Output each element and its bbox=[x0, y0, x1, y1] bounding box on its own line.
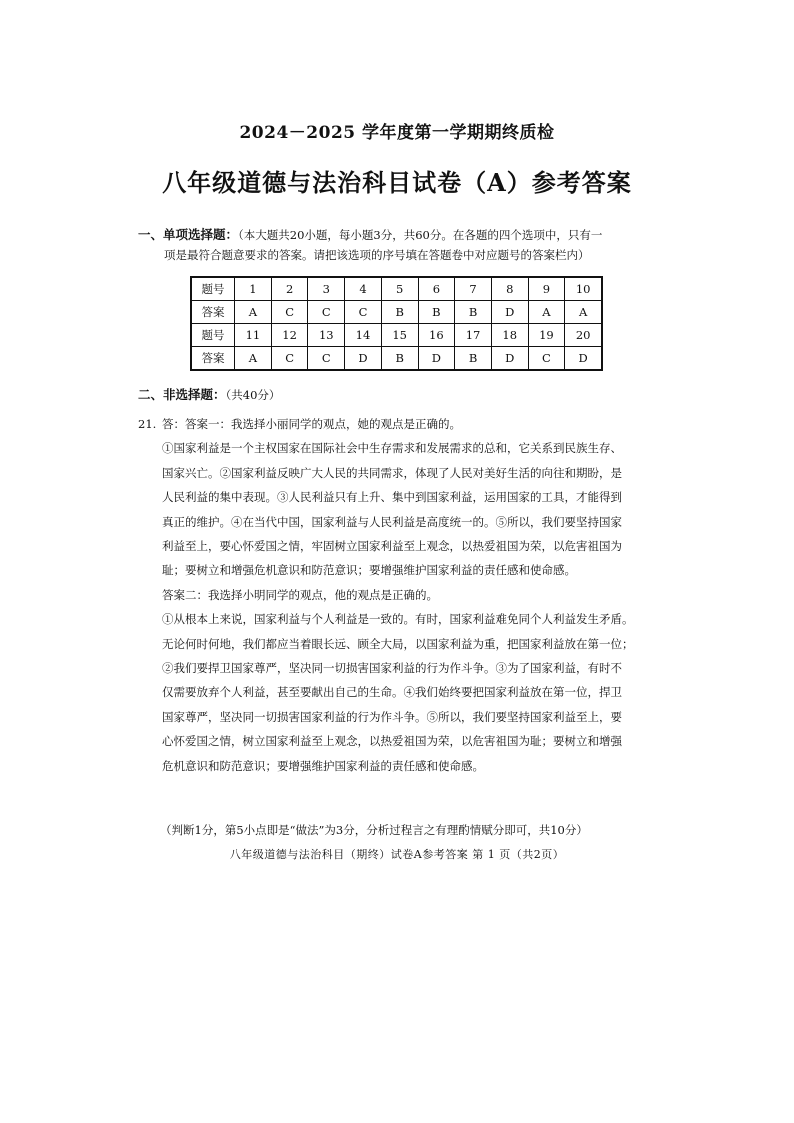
answer-line: 心怀爱国之情，树立国家利益至上观念，以热爱祖国为荣，以危害祖国为耻；要树立和增强 bbox=[162, 734, 622, 749]
question-number: 6 bbox=[418, 277, 455, 301]
answer-cell: D bbox=[491, 347, 528, 371]
exam-term-title: 2024－2025 学年度第一学期期终质检 bbox=[239, 123, 555, 143]
answer-table bbox=[190, 276, 603, 371]
answer-key-title: 八年级道德与法治科目试卷（A）参考答案 bbox=[162, 168, 632, 197]
answer-line: 耻；要树立和增强危机意识和防范意识；要增强维护国家利益的责任感和使命感。 bbox=[162, 563, 576, 578]
question-number: 13 bbox=[308, 324, 345, 347]
table-row-label: 题号 bbox=[191, 324, 235, 347]
answer-cell: A bbox=[235, 301, 272, 324]
answer-cell: A bbox=[565, 301, 602, 324]
question-number-label: 21. bbox=[138, 417, 157, 431]
scoring-note: （判断1分，第5小点即是“做法”为3分，分析过程言之有理酌情赋分即可，共10分） bbox=[160, 823, 588, 837]
answer-cell: C bbox=[308, 347, 345, 371]
answer-cell: D bbox=[491, 301, 528, 324]
table-row-label: 答案 bbox=[191, 347, 235, 371]
question-number: 10 bbox=[565, 277, 602, 301]
answer-cell: B bbox=[455, 301, 492, 324]
answer-line: 危机意识和防范意识；要增强维护国家利益的责任感和使命感。 bbox=[162, 758, 484, 773]
answer-line: 国家兴亡。②国家利益反映广大人民的共同需求，体现了人民对美好生活的向往和期盼，是 bbox=[162, 465, 622, 480]
table-row-label: 答案 bbox=[191, 301, 235, 324]
answer-cell: A bbox=[235, 347, 272, 371]
answer-cell: D bbox=[565, 347, 602, 371]
answer-cell: B bbox=[455, 347, 492, 371]
section-1-intro bbox=[138, 225, 658, 265]
table-row-answers-2 bbox=[191, 347, 602, 371]
question-number: 2 bbox=[271, 277, 308, 301]
answer-cell: A bbox=[528, 301, 565, 324]
answer-cell: C bbox=[308, 301, 345, 324]
answer-cell: C bbox=[271, 347, 308, 371]
section-1-desc-line1: （本大题共20小题，每小题3分，共60分。在各题的四个选项中，只有一 bbox=[238, 228, 603, 242]
answer-line bbox=[138, 412, 658, 436]
answer-line: 国家尊严，坚决同一切损害国家利益的行为作斗争。⑤所以，我们要坚持国家利益至上，要 bbox=[162, 709, 622, 724]
answer-line: 人民利益的集中表现。③人民利益只有上升、集中到国家利益，运用国家的工具，才能得到 bbox=[162, 490, 622, 505]
answer-line: 利益至上，要心怀爱国之情，牢固树立国家利益至上观念，以热爱祖国为荣，以危害祖国为 bbox=[162, 539, 622, 554]
section-2-heading: 二、非选择题： bbox=[138, 387, 226, 402]
answer-cell: D bbox=[345, 347, 382, 371]
question-number: 19 bbox=[528, 324, 565, 347]
answer-cell: B bbox=[381, 301, 418, 324]
answer-cell: C bbox=[528, 347, 565, 371]
question-number: 3 bbox=[308, 277, 345, 301]
answer-cell: C bbox=[345, 301, 382, 324]
question-number: 12 bbox=[271, 324, 308, 347]
answer-line: ①国家利益是一个主权国家在国际社会中生存需求和发展需求的总和，它关系到民族生存、 bbox=[162, 441, 622, 456]
section-1-heading: 一、单项选择题： bbox=[138, 227, 239, 242]
answer-line: ①从根本上来说，国家利益与个人利益是一致的。有时，国家利益难免同个人利益发生矛盾。 bbox=[162, 612, 634, 627]
section-2-heading-row bbox=[138, 385, 280, 403]
question-number: 4 bbox=[345, 277, 382, 301]
question-number: 1 bbox=[235, 277, 272, 301]
answer-cell: D bbox=[418, 347, 455, 371]
table-row-questions-1 bbox=[191, 277, 602, 301]
question-number: 5 bbox=[381, 277, 418, 301]
answer-cell: B bbox=[418, 301, 455, 324]
answer-cell: C bbox=[271, 301, 308, 324]
answer-line: 答案二：我选择小明同学的观点，他的观点是正确的。 bbox=[162, 587, 438, 602]
answer-cell: B bbox=[381, 347, 418, 371]
section-1-desc-line2: 项是最符合题意要求的答案。请把该选项的序号填在答题卷中对应题号的答案栏内） bbox=[164, 248, 590, 262]
question-number: 8 bbox=[491, 277, 528, 301]
question-number: 7 bbox=[455, 277, 492, 301]
question-number: 20 bbox=[565, 324, 602, 347]
answer-line-text: 答：答案一：我选择小丽同学的观点，她的观点是正确的。 bbox=[162, 417, 461, 431]
question-number: 9 bbox=[528, 277, 565, 301]
question-number: 17 bbox=[455, 324, 492, 347]
table-row-questions-2 bbox=[191, 324, 602, 347]
question-number: 15 bbox=[381, 324, 418, 347]
answer-line: 真正的维护。④在当代中国，国家利益与人民利益是高度统一的。⑤所以，我们要坚持国家 bbox=[162, 514, 622, 529]
question-21-answer bbox=[138, 412, 658, 778]
page-footer: 八年级道德与法治科目（期终）试卷A参考答案 第 1 页（共2页） bbox=[229, 848, 565, 861]
question-number: 16 bbox=[418, 324, 455, 347]
question-number: 11 bbox=[235, 324, 272, 347]
answer-line: 仅需要放弃个人利益，甚至要献出自己的生命。④我们始终要把国家利益放在第一位，捍卫 bbox=[162, 685, 622, 700]
question-number: 14 bbox=[345, 324, 382, 347]
answer-line: ②我们要捍卫国家尊严，坚决同一切损害国家利益的行为作斗争。③为了国家利益，有时不 bbox=[162, 661, 622, 676]
table-row-answers-1 bbox=[191, 301, 602, 324]
answer-line: 无论何时何地，我们都应当着眼长远、顾全大局，以国家利益为重，把国家利益放在第一位； bbox=[162, 636, 634, 651]
table-row-label: 题号 bbox=[191, 277, 235, 301]
section-2-note: （共40分） bbox=[225, 388, 281, 402]
question-number: 18 bbox=[491, 324, 528, 347]
